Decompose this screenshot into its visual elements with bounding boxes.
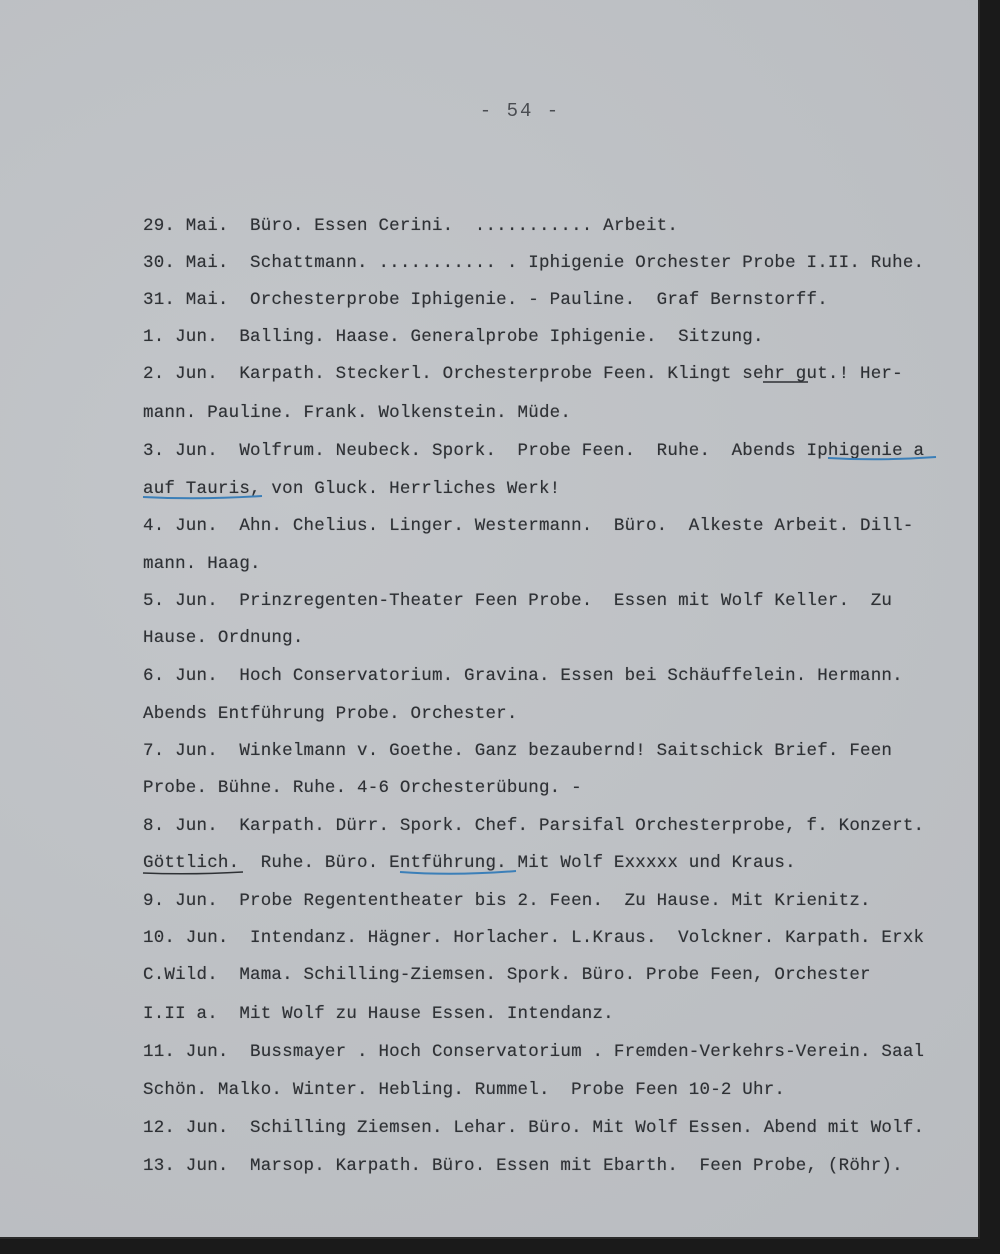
text-line: mann. Haag.	[143, 554, 261, 574]
text-line: 3. Jun. Wolfrum. Neubeck. Spork. Probe Feen. Ruhe. Abends Iphigenie a	[143, 441, 925, 461]
text-line: 11. Jun. Bussmayer . Hoch Conservatorium . Fremden-Verkehrs-Verein. Saal	[143, 1042, 925, 1062]
text-line: 12. Jun. Schilling Ziemsen. Lehar. Büro. Mit Wolf Essen. Abend mit Wolf.	[143, 1118, 925, 1138]
text-line: I.II a. Mit Wolf zu Hause Essen. Intendanz.	[143, 1004, 614, 1024]
text-line: 4. Jun. Ahn. Chelius. Linger. Westermann. Büro. Alkeste Arbeit. Dill-	[143, 516, 914, 536]
text-line: 2. Jun. Karpath. Steckerl. Orchesterprobe Feen. Klingt sehr gut.! Her-	[143, 364, 903, 384]
text-line: Hause. Ordnung.	[143, 628, 304, 648]
text-line: C.Wild. Mama. Schilling-Ziemsen. Spork. Büro. Probe Feen, Orchester	[143, 965, 871, 985]
text-line: Schön. Malko. Winter. Hebling. Rummel. Probe Feen 10-2 Uhr.	[143, 1080, 786, 1100]
text-line: 6. Jun. Hoch Conservatorium. Gravina. Essen bei Schäuffelein. Hermann.	[143, 666, 903, 686]
text-line: 7. Jun. Winkelmann v. Goethe. Ganz bezaubernd! Saitschick Brief. Feen	[143, 741, 893, 761]
text-line: 13. Jun. Marsop. Karpath. Büro. Essen mit Ebarth. Feen Probe, (Röhr).	[143, 1156, 903, 1176]
text-line: Probe. Bühne. Ruhe. 4-6 Orchesterübung. -	[143, 778, 582, 798]
text-line: 9. Jun. Probe Regententheater bis 2. Feen. Zu Hause. Mit Krienitz.	[143, 891, 871, 911]
text-line: Abends Entführung Probe. Orchester.	[143, 704, 518, 724]
text-line: 1. Jun. Balling. Haase. Generalprobe Iphigenie. Sitzung.	[143, 327, 764, 347]
text-line: 5. Jun. Prinzregenten-Theater Feen Probe. Essen mit Wolf Keller. Zu	[143, 591, 893, 611]
text-line: Göttlich. Ruhe. Büro. Entführung. Mit Wolf Exxxxx und Kraus.	[143, 853, 796, 873]
text-line: auf Tauris, von Gluck. Herrliches Werk!	[143, 479, 561, 499]
text-line: 8. Jun. Karpath. Dürr. Spork. Chef. Parsifal Orchesterprobe, f. Konzert.	[143, 816, 925, 836]
page-number: - 54 -	[479, 100, 561, 122]
text-line: mann. Pauline. Frank. Wolkenstein. Müde.	[143, 403, 572, 423]
text-line: 10. Jun. Intendanz. Hägner. Horlacher. L.Kraus. Volckner. Karpath. Erxk	[143, 928, 925, 948]
text-line: 30. Mai. Schattmann. ........... . Iphigenie Orchester Probe I.II. Ruhe.	[143, 253, 925, 273]
text-line: 31. Mai. Orchesterprobe Iphigenie. - Pauline. Graf Bernstorff.	[143, 290, 828, 310]
text-line: 29. Mai. Büro. Essen Cerini. ........... Arbeit.	[143, 216, 679, 236]
